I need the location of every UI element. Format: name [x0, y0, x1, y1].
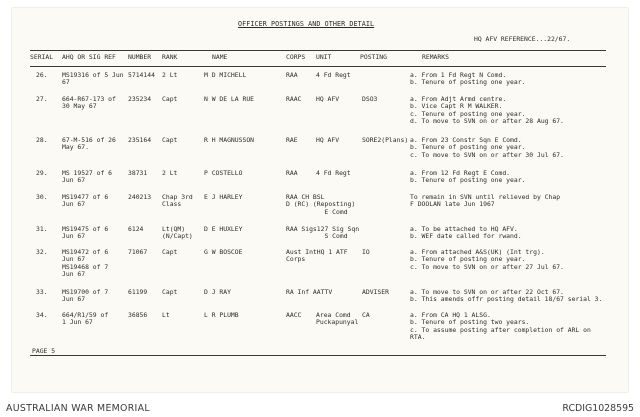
cell-rank: Capt: [162, 248, 178, 256]
cell-remarks: a. To be attached to HQ AFV. b. WEF date called for rwand.: [410, 225, 522, 241]
cell-posting: ADVISER: [362, 288, 389, 296]
cell-posting: CA: [362, 311, 370, 319]
cell-name: M D MICHELL: [204, 71, 247, 79]
cell-name: D J RAY: [204, 288, 231, 296]
col-rank: RANK: [162, 53, 178, 61]
cell-unit: HQ AFV: [316, 136, 340, 144]
cell-serial: 31.: [36, 225, 48, 233]
cell-serial: 29.: [36, 169, 48, 177]
col-posting: POSTING: [360, 53, 387, 61]
cell-ref: MS 19527 of 6 Jun 67: [62, 169, 113, 185]
cell-ref: MS19472 of 6 Jun 67 MS19468 of 7 Jun 67: [62, 248, 109, 279]
cell-remarks: a. From Adjt Armd centre. b. Vice Capt R M WALKER. c. Tenure of posting one year. d. To move to SVN on or after 28 Aug 67.: [410, 95, 564, 126]
cell-name: E J HARLEY: [204, 193, 243, 201]
cell-unit: 4 Fd Regt: [316, 71, 351, 79]
cell-name: N W DE LA RUE: [204, 95, 255, 103]
cell-rank: Capt: [162, 95, 178, 103]
cell-corps: RAA CH BSL D (RC) (Reposting) E Comd: [286, 193, 356, 216]
cell-rank: Lt: [162, 311, 170, 319]
cell-corps: Aust IntHQ 1 ATF Corps: [286, 248, 348, 264]
header-rule-bottom: [30, 66, 606, 67]
cell-corps: RA Inf AATTV: [286, 288, 333, 296]
cell-ref: MS19477 of 6 Jun 67: [62, 193, 109, 209]
reference-number: HQ AFV REFERENCE...22/67.: [474, 35, 571, 43]
col-serial: SERIAL: [30, 53, 54, 61]
cell-number: 235234: [128, 95, 152, 103]
cell-corps: RAA: [286, 71, 298, 79]
cell-corps: RAA Sigs127 Sig Sqn S Comd: [286, 225, 360, 241]
cell-ref: MS19316 of 5 Jun 67: [62, 71, 124, 87]
col-number: NUMBER: [128, 53, 152, 61]
cell-number: 38731: [128, 169, 148, 177]
cell-remarks: a. From 23 Constr Sqn E Comd. b. Tenure of posting one year. c. To move to SVN on or after 30 Jul 67.: [410, 136, 564, 159]
cell-ref: 664-R67-173 of 30 May 67: [62, 95, 116, 111]
cell-serial: 28.: [36, 136, 48, 144]
cell-rank: Capt: [162, 136, 178, 144]
cell-corps: RAA: [286, 169, 298, 177]
cell-number: 71067: [128, 248, 148, 256]
col-name: NAME: [212, 53, 228, 61]
cell-unit: HQ AFV: [316, 95, 340, 103]
cell-rank: Lt(QM) (N/Capt): [162, 225, 193, 241]
cell-serial: 27.: [36, 95, 48, 103]
cell-remarks: a. To move to SVN on or after 22 Oct 67. b. This amends offr posting detail 18/67 serial 3.: [410, 288, 603, 304]
cell-posting: SORE2(Plans): [362, 136, 409, 144]
cell-remarks: a. From 1 Fd Regt N Comd. b. Tenure of posting one year.: [410, 71, 526, 87]
cell-posting: DSO3: [362, 95, 378, 103]
col-ref: AHQ OR SIG REF: [62, 53, 116, 61]
record-id: RCDIG1028595: [562, 403, 634, 414]
cell-number: 235164: [128, 136, 152, 144]
cell-rank: Chap 3rd Class: [162, 193, 193, 209]
document-title: OFFICER POSTINGS AND OTHER DETAIL: [238, 20, 375, 28]
cell-number: 6124: [128, 225, 144, 233]
page-number: PAGE 5: [32, 347, 56, 355]
footer-rule: [30, 355, 606, 356]
col-corps: CORPS: [286, 53, 306, 61]
cell-serial: 30.: [36, 193, 48, 201]
cell-rank: Capt: [162, 288, 178, 296]
cell-rank: 2 Lt: [162, 169, 178, 177]
cell-remarks: To remain in SVN until relieved by Chap F DOOLAN late Jun 1967: [410, 193, 561, 209]
cell-number: 36856: [128, 311, 148, 319]
cell-remarks: a. From CA HQ 1 ALSG. b. Tenure of posting two years. c. To assume posting after completion of ARL on RTA.: [410, 311, 591, 342]
header-rule-top: [30, 50, 606, 51]
cell-serial: 33.: [36, 288, 48, 296]
cell-serial: 32.: [36, 248, 48, 256]
cell-name: P COSTELLO: [204, 169, 243, 177]
cell-name: G W BOSCOE: [204, 248, 243, 256]
cell-corps: RAAC: [286, 95, 302, 103]
cell-serial: 34.: [36, 311, 48, 319]
cell-ref: 67-M-516 of 26 May 67.: [62, 136, 116, 152]
cell-ref: 664/R1/59 of 1 Jun 67: [62, 311, 109, 327]
cell-remarks: a. From 12 Fd Regt E Comd. b. Tenure of posting one year.: [410, 169, 526, 185]
cell-ref: MS19475 of 6 Jun 67: [62, 225, 109, 241]
cell-rank: 2 Lt: [162, 71, 178, 79]
cell-ref: MS19700 of 7 Jun 67: [62, 288, 109, 304]
cell-number: 61199: [128, 288, 148, 296]
col-unit: UNIT: [316, 53, 332, 61]
cell-unit: 4 Fd Regt: [316, 169, 351, 177]
cell-number: 240213: [128, 193, 152, 201]
cell-number: 5714144: [128, 71, 155, 79]
col-remarks: REMARKS: [422, 53, 449, 61]
cell-name: D E HUXLEY: [204, 225, 243, 233]
cell-unit: Area Comd Puckapunyal: [316, 311, 359, 327]
cell-name: L R PLUMB: [204, 311, 239, 319]
cell-remarks: a. From attached A&S(UK) (Int trg). b. Tenure of posting one year. c. To move to SVN on or after 27 Jul 67.: [410, 248, 564, 271]
cell-corps: AACC: [286, 311, 302, 319]
cell-serial: 26.: [36, 71, 48, 79]
cell-posting: IO: [362, 248, 370, 256]
cell-corps: RAE: [286, 136, 298, 144]
institution-name: AUSTRALIAN WAR MEMORIAL: [6, 403, 150, 414]
cell-name: R H MAGNUSSON: [204, 136, 255, 144]
